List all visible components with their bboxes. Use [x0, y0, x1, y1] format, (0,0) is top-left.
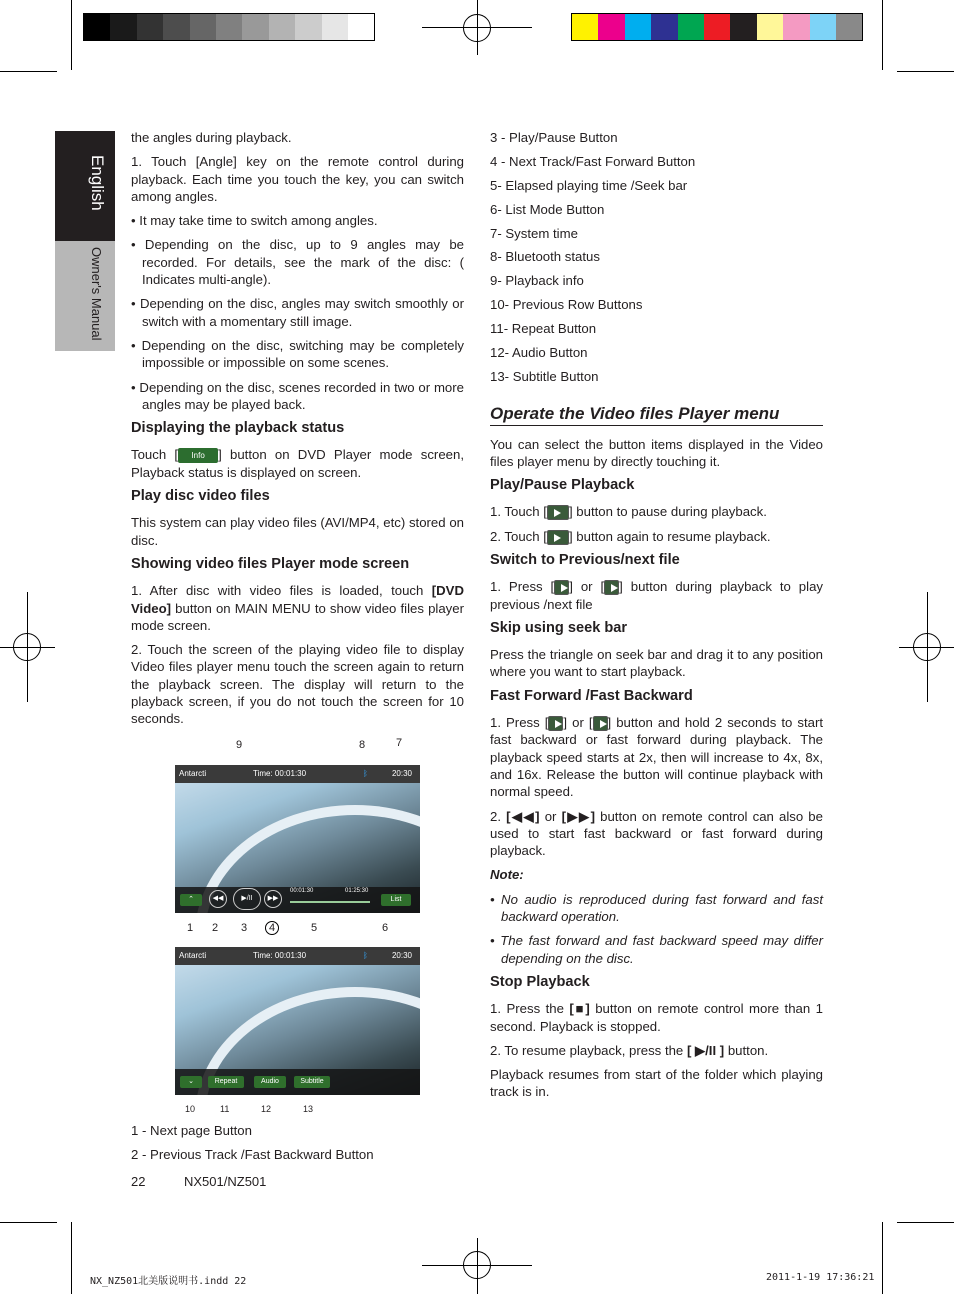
language-label: English — [88, 155, 107, 211]
registration-mark — [899, 647, 954, 648]
paragraph — [490, 578, 823, 613]
crop-mark — [897, 71, 954, 72]
next-page-button[interactable]: ⌃ — [180, 894, 202, 906]
callout: 5 — [311, 922, 318, 934]
bluetooth-icon: ᛒ — [363, 769, 368, 778]
text: or — [539, 808, 562, 824]
play-pause-icon — [547, 505, 569, 520]
text: 1. Press [ — [490, 715, 549, 731]
callout: 11 — [220, 1104, 230, 1114]
text: 1. Press the — [490, 1001, 570, 1017]
text: ] or [ — [569, 579, 605, 595]
callout: 3 — [241, 922, 248, 934]
time: Time: 00:01:30 — [253, 951, 307, 960]
bullet: • Depending on the disc, angles may switch smoothly or switch with a momentary still image. — [131, 296, 464, 329]
text: button. — [724, 1042, 769, 1058]
subtitle-button[interactable]: Subtitle — [294, 1076, 330, 1088]
paragraph — [490, 714, 823, 800]
legend-item: 11- Repeat Button — [490, 321, 597, 337]
callout: 10 — [185, 1104, 196, 1114]
previous-icon[interactable]: ◀◀ — [209, 890, 227, 908]
list-button[interactable]: List — [381, 894, 411, 906]
text: button on remote control more than 1 second. Playback is stopped. — [490, 1001, 823, 1034]
control-bar — [175, 1069, 420, 1095]
legend-continued — [131, 1122, 464, 1171]
heading: Showing video files Player mode screen — [131, 555, 410, 572]
note-bullet: • No audio is reproduced during fast forward and fast backward operation. — [490, 891, 823, 925]
text: ] or [ — [563, 715, 593, 731]
file-slug: NX_NZ501北美版说明书.indd 22 — [90, 1276, 247, 1287]
text: [■] — [569, 1001, 590, 1017]
text: ] button and hold 2 seconds to start fast backward or fast forward during playback. The playback speed starts at 2x, then will increase to 4x, 8x, and 16x. Release the button will continue playback with normal speed. — [490, 715, 824, 800]
crop-mark — [71, 1222, 72, 1294]
player-screenshot-1 — [175, 765, 420, 913]
text: button on MAIN MENU to show video files player mode screen. — [131, 600, 464, 633]
heading: Play/Pause Playback — [490, 477, 635, 494]
text: 1. Touch [ — [490, 504, 547, 520]
note-bullet: • The fast forward and fast backward speed may differ depending on the disc. — [490, 933, 823, 966]
paragraph: 1. Touch [Angle] key on the remote control during playback. Each time you touch the key, you can switch among angles. — [131, 154, 464, 204]
previous-icon — [554, 580, 569, 595]
previous-icon — [548, 716, 563, 731]
player-screenshot-2 — [175, 947, 420, 1095]
seek-bar[interactable] — [290, 901, 370, 903]
legend-item: 6- List Mode Button — [490, 201, 605, 217]
control-bar — [175, 887, 420, 913]
heading: Stop Playback — [490, 973, 590, 990]
grayscale-bar — [83, 13, 375, 41]
callout: 12 — [261, 1104, 272, 1114]
callout: 2 — [212, 922, 219, 934]
heading: Play disc video files — [131, 488, 270, 505]
legend-item: 12- Audio Button — [490, 345, 588, 361]
callout: 6 — [382, 922, 389, 934]
paragraph — [131, 582, 464, 634]
status-bar — [175, 947, 420, 965]
paragraph — [131, 446, 464, 481]
text: button on remote control can also be used to start fast backward or fast forward during playback. — [490, 808, 823, 859]
text: [ ▶/II ] — [686, 1042, 725, 1058]
legend-item: 1 - Next page Button — [131, 1123, 252, 1138]
page-number: 22 — [131, 1174, 146, 1189]
callout: 8 — [359, 739, 366, 751]
play-pause-icon — [547, 530, 569, 545]
crop-mark — [71, 0, 72, 70]
text: 1. After disc with video files is loaded, touch — [131, 583, 432, 599]
callout: 4 — [265, 921, 279, 935]
paragraph — [490, 1042, 823, 1059]
legend-item: 7- System time — [490, 225, 578, 241]
callout: 9 — [236, 739, 243, 751]
legend-item: 8- Bluetooth status — [490, 249, 600, 265]
crop-mark — [882, 0, 883, 70]
title: Antarcti — [179, 951, 207, 960]
clock: 20:30 — [391, 769, 412, 778]
callout: 1 — [187, 922, 194, 934]
text: 2. Touch [ — [490, 528, 547, 544]
paragraph — [490, 528, 823, 545]
legend-item: 9- Playback info — [490, 273, 584, 289]
bluetooth-icon: ᛒ — [363, 951, 368, 960]
paragraph: This system can play video files (AVI/MP4, etc) stored on disc. — [131, 515, 464, 548]
legend-item: 5- Elapsed playing time /Seek bar — [490, 177, 688, 193]
crop-mark — [882, 1222, 883, 1294]
next-icon[interactable]: ▶▶ — [264, 890, 282, 908]
bullet: • Depending on the disc, switching may be completely impossible or impossible on some scenes. — [131, 337, 464, 371]
crop-mark — [897, 1222, 954, 1223]
paragraph: You can select the button items displayed in the Video files player menu by directly touching it. — [490, 436, 823, 469]
text: [DVD Video] — [131, 583, 464, 616]
play-pause-icon[interactable]: ▶/II — [233, 888, 261, 910]
heading: Fast Forward /Fast Backward — [490, 687, 693, 704]
manual-label: Owner's Manual — [89, 247, 104, 341]
status-bar — [175, 765, 420, 783]
color-bar — [571, 13, 863, 41]
note-label: Note: — [490, 867, 524, 883]
text: 1. Press [ — [490, 579, 555, 595]
legend-item: 4 - Next Track/Fast Forward Button — [490, 153, 696, 169]
previous-row-button[interactable]: ⌄ — [180, 1076, 202, 1088]
bullet: • It may take time to switch among angles. — [131, 213, 378, 229]
legend-item: 10- Previous Row Buttons — [490, 297, 643, 313]
manual-tab — [55, 241, 115, 351]
crop-mark — [0, 71, 57, 72]
model-name: NX501/NZ501 — [184, 1174, 267, 1189]
legend-item: 2 - Previous Track /Fast Backward Button — [131, 1147, 374, 1163]
callout: 7 — [396, 737, 403, 749]
next-icon — [593, 716, 608, 731]
text: [◀◀] — [506, 808, 540, 824]
paragraph: 2. Touch the screen of the playing video file to display Video files player menu touch the screen again to return the playback screen. The display will return to the playback screen, if you do not touch the screen for 10 seconds. — [131, 642, 464, 727]
paragraph: Press the triangle on seek bar and drag it to any position where you want to start playback. — [490, 647, 823, 680]
crop-mark — [0, 1222, 57, 1223]
text: ] button on DVD Player mode screen, Playback status is displayed on screen. — [131, 447, 464, 480]
paragraph — [490, 503, 823, 520]
language-tab — [55, 131, 115, 241]
timestamp: 2011-1-19 17:36:21 — [766, 1272, 875, 1283]
callout: 13 — [303, 1104, 314, 1114]
text: 2. — [490, 808, 507, 824]
heading: Switch to Previous/next file — [490, 551, 680, 568]
registration-mark — [477, 1238, 478, 1294]
text: [▶▶] — [561, 808, 596, 824]
text: ] button again to resume playback. — [568, 528, 771, 544]
title: Antarcti — [179, 769, 207, 778]
right-column — [490, 129, 823, 1108]
text: Touch [ — [131, 447, 179, 463]
clock: 20:30 — [391, 951, 412, 960]
info-button-icon: Info — [178, 448, 218, 463]
registration-mark — [0, 647, 55, 648]
elapsed-time: 00:01:30 — [290, 888, 314, 894]
text: ] button during playback to play previous /next file — [490, 579, 823, 612]
time: Time: 00:01:30 — [253, 769, 307, 778]
legend-item: 13- Subtitle Button — [490, 368, 599, 384]
paragraph — [490, 1000, 823, 1035]
text: 2. To resume playback, press the — [490, 1042, 687, 1058]
legend-list — [490, 129, 823, 385]
registration-mark — [422, 1265, 532, 1266]
total-time: 01:25:30 — [345, 888, 369, 894]
paragraph: Playback resumes from start of the folder which playing track is in. — [490, 1067, 823, 1100]
text: ] button to pause during playback. — [568, 504, 767, 520]
heading: Displaying the playback status — [131, 420, 345, 437]
bullet: • Depending on the disc, up to 9 angles may be recorded. For details, see the mark of the disc: ( Indicates multi-angle). — [131, 237, 464, 288]
heading: Skip using seek bar — [490, 619, 628, 636]
paragraph: the angles during playback. — [131, 130, 292, 145]
left-column — [131, 129, 464, 735]
section-heading: Operate the Video files Player menu — [490, 405, 823, 425]
repeat-button[interactable]: Repeat — [208, 1076, 244, 1088]
bullet: • Depending on the disc, scenes recorded in two or more angles may be played back. — [131, 379, 464, 412]
paragraph — [490, 808, 823, 860]
legend-item: 3 - Play/Pause Button — [490, 130, 618, 145]
registration-mark — [422, 27, 532, 28]
audio-button[interactable]: Audio — [254, 1076, 286, 1088]
next-icon — [604, 580, 619, 595]
